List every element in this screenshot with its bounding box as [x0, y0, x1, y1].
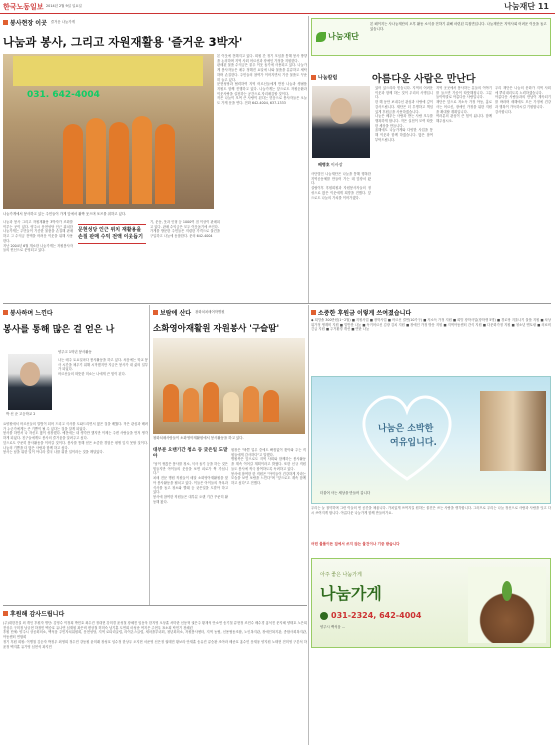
left-top-kicker — [3, 18, 75, 27]
left-top-body-col3: 본 이웃에 전해지고 있다. 회원 간 정기 모임을 통해 봉사 방향을 논의하며 지역 사회 어르신과 장애인 가정을 지원한다. 판매된 물품 수익금은 불우 이웃 돕기에 사용되고 있다. 나눔가게 봉사자들은 매주 정해진 요일에 나와 물품을 분류하고 세탁하며 손질한다. 주민들의 참여가 이어지면서 기증 물품도 꾸준히 늘고 있다. 문현성당과 협력하여 지역 어르신들에게 반찬 나눔과 생필품 지원도 함께 진행하고 있다. 나눔가게는 앞으로도 자원순환과 이웃사랑을 실천하는 공간으로 자리매김할 것이다. 작은 나눔이 모여 큰 사랑이 된다는 믿음으로 봉사자들은 오늘도 가게 문을 연다. 전화 642-4004, 637-1333 — [217, 54, 307, 106]
pullquote: 문현성당 인근 위치 재활용을 손질 판매 수익 전액 이웃돕기 — [78, 224, 146, 244]
poster-line1: 나눔은 소박한 — [378, 424, 434, 434]
donation-kicker: 소중한 후원금 이렇게 쓰여졌습니다 — [311, 308, 411, 317]
newspaper-logo — [3, 2, 44, 12]
center-kicker: 보람에 산다 광화치치매어학병원 — [153, 308, 225, 317]
column-body-col1: 사단법인 나눔재단은 나눔을 통해 행복한 지역공동체를 만들어 가는 데 앞장서 왔다. 설립이후 후원회원과 자원봉사자들의 정성으로 많은 이웃에게 희망을 전했다. 앞으로도 나눔의 가치를 이어가겠다. — [311, 172, 371, 200]
essay-headline: 봉사를 통해 많은 걸 얻은 나 — [3, 325, 115, 335]
poster — [311, 376, 551, 504]
seedling-photo — [468, 567, 546, 643]
left-top-body-col1: 나눔과 봉사 그리고 자원재활용 3박자가 조화를 이루는 곳이 있다. 양주시 문현성당 인근 위치한 나눔가게는 주민들이 기증한 물품을 손질해 판매하고 그 수익금 전액을 어려운 이웃을 위해 사용한다. 지난 2004년 6월 개소한 나눔가게는 자원봉사자들의 헌신으로 운영되고 있다. — [3, 220, 73, 253]
column-body-col4: 우리 재단은 나눔의 문화가 지역 사회에 뿌리내리도록 노력하겠습니다. 아름다운 사람들과의 만남이 계속되기를 바라며 새해에도 모든 가정에 건강과 행복이 가득하시길 기원합니다. 감사합니다. — [495, 86, 551, 114]
kicker-label: 봉사현장 이곳 — [3, 18, 47, 27]
divider-vertical-3 — [308, 305, 309, 745]
left-top-headline: 나눔과 봉사, 그리고 자원재활용 '즐거운 3박자' — [3, 35, 243, 49]
shop-ad-address: 양주시 백석읍 ... — [320, 625, 346, 629]
leaf-icon — [316, 32, 326, 42]
shop-sign: 031. 642-4004 — [27, 90, 100, 100]
poster-body: 우리는 늘 절약하며 그런 이들의 빈 공간을 채웁니다. 가치있게 쓰여지길 원하는 물건은 쓰는 사람을 생각합니다. 그러므로 우리는 나눔 정신으로 사람과 사람을 잇고 다시 쓰여지게 합니다. 아름다운 나눔가게 함께 만들어가요. — [311, 506, 551, 515]
foundation-banner — [311, 18, 551, 56]
clothing-rack-photo — [480, 391, 546, 471]
author-title: 이사장 — [330, 162, 343, 167]
appeal-text: 어떤 물품이든 집에서 쓰지 않는 물건이나 기증 받습니다 — [311, 542, 400, 546]
issue-date: 2014년 2월 9일 일요일 — [46, 4, 82, 8]
poster-line2: 여유입니다. — [390, 438, 437, 448]
column-body-col2: 있어 있으리라 믿습니다. 지역의 어려운 이웃과 함께 하는 것이 우리의 사명입니다. 한 해 동안 보내주신 관심과 사랑에 깊이 감사드립니다. 재단은 더 투명하고 책임 있게 후원금을 사용하겠습니다. 나눔은 베푸는 사람과 받는 사람 모두를 행복하게 합니다. 작은 실천이 모여 따뜻한 세상을 만듭니다. 올해에도 나눔가게와 다양한 사업을 통해 이웃과 함께 하겠습니다. 많은 참여 부탁드립니다. — [375, 86, 433, 142]
divider-vertical-1 — [308, 16, 309, 303]
volunteer-group — [63, 114, 203, 204]
foundation-logo-text: 나눔재단 — [328, 32, 359, 41]
center-body-col2: 원장은 "바쁜 업무 중에도 빠짐없이 찾아와 주는 직원들에게 감사하다"고 말했다. 병원측은 앞으로도 지역 사회와 함께하는 봉사활동을 계속 이어갈 계획이라고 밝혔다. 또한 신규 직원들도 봉사에 적극 참여하도록 독려하고 있다. 봉사에 참여한 한 직원은 "아이들이 건강하게 자라는 모습을 보면 보람을 느낀다"며 "앞으로도 계속 함께 하고 싶다"고 전했다. — [231, 448, 306, 485]
column-title: 아름다운 사람은 만난다 — [372, 74, 476, 85]
kicker-sub: 즐거운 나눔가게 — [50, 20, 75, 25]
divider-bottom — [3, 605, 307, 606]
essay-kicker: 봉사하며 느낀다 — [3, 308, 53, 317]
poster-tagline: 더불어 사는 세상을 만들어 갑니다 — [320, 491, 371, 495]
foundation-logo — [316, 31, 359, 42]
column-body-col3: 지역 곳곳에서 봉사하는 분들의 이야기를 들으면 가슴이 따뜻해집니다. 그분들이야말로 아름다운 사람입니다. 재단은 앞으로 저소득 가정 아동, 홀로 사는 어르신, 장애인 가정을 위한 지원을 확대할 계획입니다. 여러분의 관심이 큰 힘이 됩니다. 함께 해주십시오. — [436, 86, 492, 123]
logo-text: 한국노동일보 — [3, 3, 44, 11]
heart-shape — [352, 387, 462, 487]
center-subheadline: 대부분 오랜기간 청소 등 궂은일 도맡아 — [153, 448, 228, 459]
author-portrait — [312, 86, 370, 158]
center-body-col1: "남이 귀찮은 봉사를 청소, 식사 돕기 등을 하는 것은 힘들지만 아이들의 웃음을 보면 피로가 싹 가십니다." 치매 전문 병원 직원들이 매달 소화영아재활원을 찾아 봉사활동을 펼치고 있다. 이들은 아이들의 목욕과 식사를 돕고 청소와 빨래 등 궂은일을 도맡아 하고 있다. 봉사에 참여한 직원들은 대부분 오랜 기간 꾸준히 활동해 왔다. — [153, 462, 228, 504]
volunteers-photo — [3, 54, 214, 209]
page-header — [0, 0, 555, 14]
shop-ad — [311, 558, 551, 648]
essay-author: 양주고 1학년 봉사활동 — [58, 350, 92, 354]
center-headline: 소화영아재활원 자원봉사 '구슬땀' — [153, 324, 280, 334]
student-portrait — [8, 354, 52, 410]
volunteer-activity-photo — [153, 338, 305, 434]
shop-ad-callout: 아주 좋은 나눔가게 — [320, 572, 362, 578]
left-top-body-col2: 기, 운동, 옷과 인형 등 1000여 점 이상이 판매되고 있다. 판매 수익금은 모두 이웃돕기에 쓰인다. 가게를 방문한 주민들은 저렴한 가격으로 물건을 구입하고 나눔에 동참한다. 문의 642-4004 — [150, 220, 220, 239]
author-name: 배병호 — [318, 162, 330, 167]
shop-awning — [13, 56, 203, 86]
foundation-intro: 본 페이지는 사나눔재단의 오후 활동 소식을 전하기 위해 마련된 특집면입니다. 나눔재단은 지역사회 어려운 이웃을 돕고 있습니다. — [370, 22, 547, 31]
donor-list: (주)대한건설 외 개인 후원자 명단: 김영수 이정희 박민호 최수진 정대현 강미경 윤성철 장혜진 임동욱 한지영 오상훈 서미란 신동혁 권은주 황재석 안소연 송기철 류현정 조민수 배수경 홍석진 문지혜 양태호 노은희 전상우 구미정 남궁현 하정민 백승호 유나연 심재원 곽은비 변상철 허미숙 남기훈 도연희 마성준 여지은 주현우 표소희 탁민기 천혜린 후원 단체: 양주시 상공회의소, 백석읍 주민자치위원회, 문현성당, 지역 로타리클럽, 라이온스클럽, 새마을부녀회, 청년회의소, 자원봉사센터, 지역 농협, 신용협동조합, 노인복지관, 장애인복지관, 종합사회복지관, 아동센터 연합회 정기 후원 회원: 이병철 김순자 박정우 최영희 정수민 강동원 윤미래 장성호 임수정 한상우 오지현 서준영 신은정 권태민 황보라 안재훈 송유진 류승완 조아라 배준호 홍수민 문재웅 양지원 노태현 전미영 구본석 하윤정 백지훈 유가영 심현석 곽지민 — [3, 621, 307, 649]
essay-body-lower: 요양원에서 어르신들의 말벗이 되어 드리고 식사를 도와드리면서 많은 것을 배웠다. 작은 관심과 배려가 누군가에게는 큰 기쁨이 될 수 있다는 것을 알게 되었다. 봉사를 하면서 나 자신도 많이 성장했다. 예전에는 내 생각만 했지만 이제는 주변 사람들을 먼저 생각하게 되었다. 친구들에게도 봉사의 즐거움을 알려주고 싶다. 앞으로도 꾸준히 봉사활동을 이어갈 것이다. 봉사를 통해 얻은 소중한 경험은 평생 잊지 못할 것이다. 나눔의 기쁨을 더 많은 사람과 함께 하고 싶다. 봉사는 남을 위한 일이 아니라 결국 나를 위한 일이라는 것을 깨달았다. — [3, 422, 148, 455]
photo-caption: 나눔가게에서 봉사하고 있는 주민들이 가게 앞에서 활짝 웃으며 포즈를 취하고 있다. — [3, 212, 127, 216]
center-photo-caption: 청화치매사람들이 소화영아재활원에서 봉사활동을 하고 있다. — [153, 436, 244, 440]
divider-vertical-2 — [149, 305, 150, 605]
essay-body-upper: 나는 매주 토요일마다 봉사활동을 하고 있다. 처음에는 학교 봉사 시간을 채우기 위해 시작했지만 지금은 봉사가 내 삶의 일부가 되었다. 어르신들의 따뜻한 미소는 나에게 큰 힘이 된다. — [58, 358, 148, 377]
section-title: 나눔재단 11 — [504, 2, 549, 11]
donation-list: ◆ 희망솔 300만원(1~2월) ■ 지원사업 ■ 장학사업 ■ 어르신 결연(10가구) ■ 저소득 가정 지원 ■ 희망 장학사업(장학생 5명) ■ 경로당 겨울나기 물품 지원 ■ 차상위가정 생계비 지원 ■ 밑반찬 나눔 ■ 독거어르신 김장 김치 지원 ■ 장애인 가정 방문 지원 ■ 지역아동센터 간식 지원 ■ 다문화가정 지원 ■ 청소년 멘토링 ■ 의료비 긴급 지원 ■ 주거환경 개선 ■ 연탄 나눔 — [311, 318, 551, 332]
column-label: 나눔칼럼 — [311, 74, 337, 81]
thanks-kicker: 후원해 감사드립니다 — [3, 609, 64, 618]
portrait-caption: 박 신 준 고등학교 2 — [6, 412, 36, 416]
shop-ad-title: 나눔가게 — [320, 584, 382, 603]
author-byline — [318, 162, 342, 168]
shop-ad-phone: 031-2324, 642-4004 — [320, 611, 421, 620]
phone-icon — [320, 612, 328, 620]
divider-top — [3, 303, 551, 304]
